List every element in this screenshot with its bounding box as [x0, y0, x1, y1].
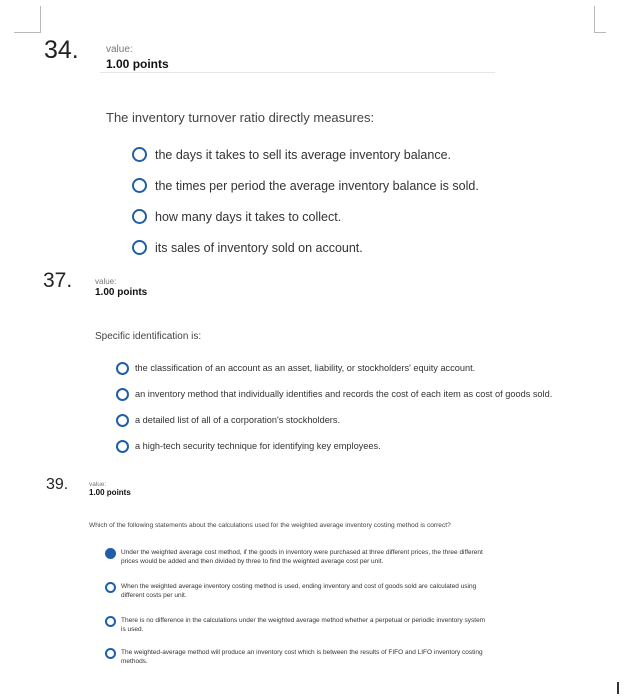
answer-option-text[interactable]: the times per period the average inventory balance is sold.: [155, 179, 479, 193]
answer-option-text[interactable]: [121, 648, 483, 666]
answer-radio[interactable]: [116, 414, 129, 427]
answer-option-text[interactable]: a high-tech security technique for identifying key employees.: [135, 441, 381, 451]
answer-radio-selected[interactable]: [105, 548, 116, 559]
answer-option-line: methods.: [121, 658, 148, 665]
answer-option-text[interactable]: a detailed list of all of a corporation's stockholders.: [135, 415, 341, 425]
text-cursor-mark: [617, 682, 619, 694]
answer-radio[interactable]: [132, 147, 147, 162]
page-corner-mark: [40, 6, 41, 32]
answer-radio[interactable]: [132, 178, 147, 193]
points-value: 1.00 points: [89, 488, 131, 497]
value-label: value:: [95, 277, 117, 286]
answer-radio[interactable]: [116, 362, 129, 375]
answer-option-line: The weighted-average method will produce an inventory cost which is between the results of FIFO and LIFO inventory costing: [121, 649, 483, 656]
answer-option-text[interactable]: [121, 616, 485, 634]
answer-radio[interactable]: [105, 648, 116, 659]
value-label: value:: [89, 481, 107, 488]
points-value: 1.00 points: [95, 287, 148, 298]
answer-radio[interactable]: [105, 582, 116, 593]
answer-option-text[interactable]: how many days it takes to collect.: [155, 210, 342, 224]
question-prompt: Specific identification is:: [95, 331, 202, 342]
value-label: value:: [106, 44, 133, 55]
question-prompt: Which of the following statements about the calculations used for the weighted average inventory costing method is correct?: [89, 522, 451, 529]
points-value: 1.00 points: [106, 57, 169, 71]
answer-radio[interactable]: [105, 616, 116, 627]
answer-option-line: is used.: [121, 626, 144, 633]
question-number: 34.: [44, 36, 79, 64]
answer-radio[interactable]: [132, 240, 147, 255]
answer-option-text[interactable]: its sales of inventory sold on account.: [155, 241, 363, 255]
answer-option-text[interactable]: the classification of an account as an asset, liability, or stockholders' equity account.: [135, 363, 476, 373]
answer-option-text[interactable]: [121, 548, 483, 566]
answer-option-text[interactable]: the days it takes to sell its average inventory balance.: [155, 148, 451, 162]
answer-option-line: prices would be added and then divided by three to find the weighted average cost per unit.: [121, 558, 384, 565]
answer-radio[interactable]: [132, 209, 147, 224]
answer-option-text[interactable]: [121, 582, 476, 600]
answer-option-text[interactable]: an inventory method that individually identifies and records the cost of each item as cost of goods sold.: [135, 389, 553, 399]
answer-radio[interactable]: [116, 440, 129, 453]
page-corner-mark: [594, 32, 606, 33]
page-corner-mark: [594, 6, 595, 32]
answer-option-line: When the weighted average inventory costing method is used, ending inventory and cost of goods sold are calculated using: [121, 583, 477, 590]
question-number: 37.: [43, 269, 73, 292]
question-prompt: The inventory turnover ratio directly measures:: [106, 110, 375, 125]
divider: [100, 72, 495, 73]
question-number: 39.: [46, 476, 69, 493]
page-corner-mark: [14, 32, 41, 33]
answer-radio[interactable]: [116, 388, 129, 401]
answer-option-line: There is no difference in the calculations under the weighted average method whether a perpetual or periodic inventory system: [121, 617, 486, 624]
answer-option-line: Under the weighted average cost method, if the goods in inventory were purchased at three different prices, the three different: [121, 549, 483, 556]
answer-option-line: different costs per unit.: [121, 592, 187, 599]
